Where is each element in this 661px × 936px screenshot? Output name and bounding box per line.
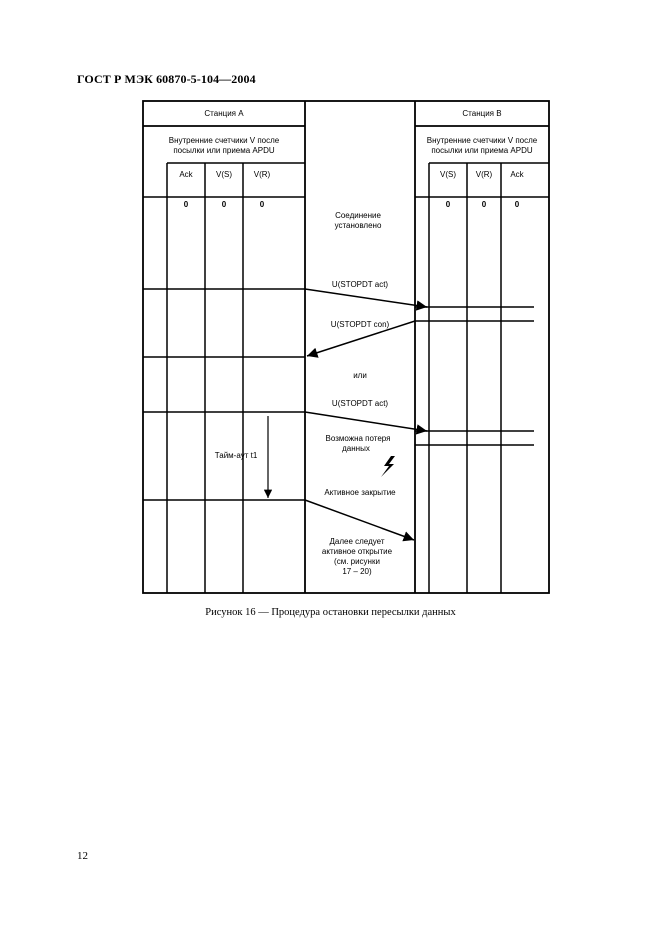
station-b-col-vr: V(R)	[475, 170, 493, 179]
or-label: или	[353, 371, 367, 380]
station-a-val-vr: 0	[259, 200, 265, 209]
station-b-col-vs: V(S)	[440, 170, 456, 179]
station-a-desc-1: Внутренние счетчики V после	[168, 136, 280, 145]
timeout-label: Тайм-аут t1	[214, 451, 258, 460]
loss-label-1: Возможна потеря	[325, 434, 391, 443]
station-a-val-vs: 0	[221, 200, 227, 209]
station-b-val-ack: 0	[514, 200, 520, 209]
station-a-val-ack: 0	[183, 200, 189, 209]
station-a-title: Станция А	[204, 109, 244, 118]
follow-label-1: Далее следует	[329, 537, 385, 546]
follow-label-3: (см. рисунки	[334, 557, 380, 566]
station-a-col-vs: V(S)	[216, 170, 232, 179]
follow-label-4: 17 – 20)	[342, 567, 372, 576]
arrow-active-close	[305, 500, 414, 540]
station-b-val-vs: 0	[445, 200, 451, 209]
station-b-title: Станция В	[462, 109, 502, 118]
stopdt-act-label-2: U(STOPDT act)	[331, 399, 389, 408]
arrow-stopdt-act-2	[305, 412, 427, 431]
stopdt-act-label-1: U(STOPDT act)	[331, 280, 389, 289]
document-header: ГОСТ Р МЭК 60870-5-104—2004	[77, 72, 256, 86]
page-number: 12	[77, 850, 88, 862]
stopdt-con-label: U(STOPDT con)	[330, 320, 390, 329]
station-b-col-ack: Ack	[510, 170, 524, 179]
active-close-label: Активное закрытие	[324, 488, 396, 497]
follow-label-2: активное открытие	[321, 547, 393, 556]
station-a-desc-2: посылки или приема APDU	[173, 146, 275, 155]
station-a-col-ack: Ack	[179, 170, 193, 179]
figure-caption: Рисунок 16 — Процедура остановки пересылки данных	[205, 607, 456, 618]
loss-label-2: данных	[342, 444, 370, 453]
arrow-stopdt-act-1	[305, 289, 427, 307]
station-b-val-vr: 0	[481, 200, 487, 209]
station-a-table	[143, 163, 305, 593]
connected-label-1: Соединение	[335, 211, 381, 220]
connected-label-2: установлено	[334, 221, 382, 230]
station-a-col-vr: V(R)	[253, 170, 271, 179]
station-b-desc-2: посылки или приема APDU	[431, 146, 533, 155]
lightning-icon	[381, 456, 395, 477]
station-b-desc-1: Внутренние счетчики V после	[426, 136, 538, 145]
station-b-table	[415, 163, 549, 593]
